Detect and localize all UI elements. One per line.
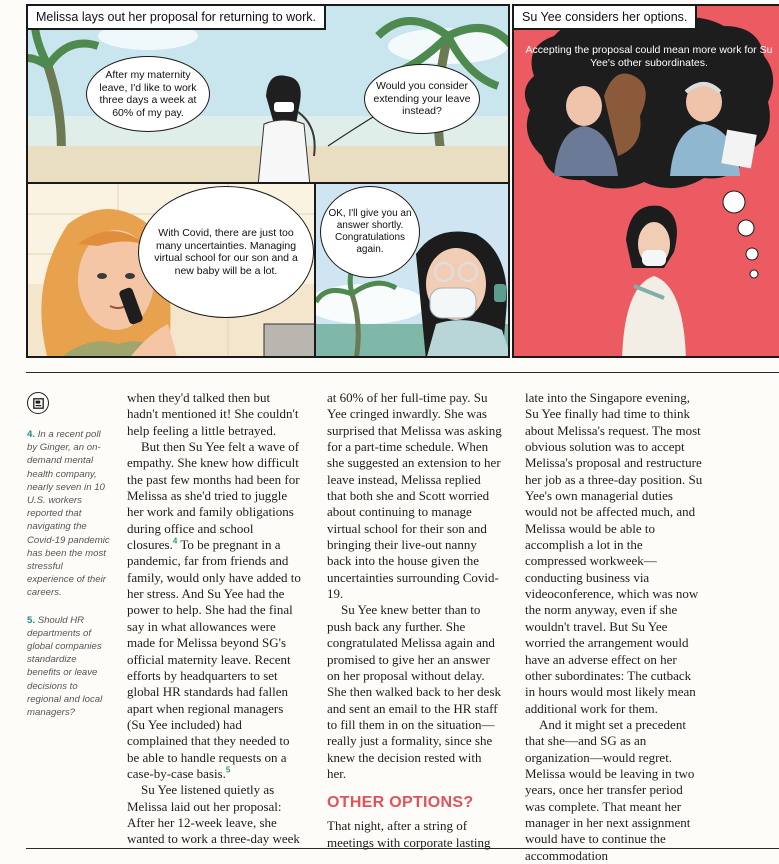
col1-paragraph-1: when they'd talked then but hadn't mentioned it! She couldn't help feeling a little betrayed. xyxy=(127,390,299,438)
speech-bubble-suyee-extension: Would you consider extending your leave instead? xyxy=(364,64,480,134)
col2-paragraph-1: at 60% of her full-time pay. Su Yee cringed inwardly. She was surprised that Melissa was asking for a part-time schedule. When she suggested an extension to her leave instead, Melissa replied that both she and Scott worried about continuing to manage virtual school for their son and bringing their live-out nanny back into the house given the uncertainties surrounding Covid-19. xyxy=(327,390,502,602)
col3-paragraph-2: And it might set a precedent that she—and SG as an organization—would regret. Melissa would be leaving in two years, once her transfer period was complete. That meant her manager in her next assignment would have to continue the accommodation xyxy=(525,716,695,863)
speech-bubble-melissa-covid: With Covid, there are just too many uncertainties. Managing virtual school for our son and a new baby will be a lot. xyxy=(138,186,314,318)
panel-1-caption: Melissa lays out her proposal for returning to work. xyxy=(28,6,326,30)
col2-paragraph-3: That night, after a string of meetings with corporate lasting xyxy=(327,818,491,850)
article-column-2 xyxy=(327,390,503,851)
sidebar-notes xyxy=(27,392,111,719)
speech-bubble-melissa-proposal: After my maternity leave, I'd like to work three days a week at 60% of my pay. xyxy=(86,56,210,132)
comic-panel-4 xyxy=(512,4,779,358)
col1-paragraph-2: But then Su Yee felt a wave of empathy. She knew how difficult the past few months had been for Melissa as she'd tried to juggle her work and family obligations during office and school closures.$^4$ To be pregnant in a pandemic, far from friends and family, would only have added to her stress. And Su Yee had the power to help. She had the final say in what allowances were made for Melissa beyond SG's official maternity leave. Recent efforts by headquarters to set global HR standards had fallen apart when regional managers (Su Yee included) had complained that they needed to be able to handle requests on a case-by-case basis.$^5$ xyxy=(127,439,301,781)
comic-strip xyxy=(0,0,779,360)
footnote-4: 4. In a recent poll by Ginger, an on-demand mental health company, nearly seven in 10 U.S. workers reported that navigating the Covid-19 pandemic has been the most stressful experience of their careers. xyxy=(27,429,110,599)
notes-icon xyxy=(27,392,49,414)
col1-paragraph-3: Su Yee listened quietly as Melissa laid out her proposal: After her 12-week leave, she wanted to work a three-day week xyxy=(127,782,300,847)
section-heading: OTHER OPTIONS? xyxy=(327,794,474,812)
article-column-1 xyxy=(127,390,303,848)
footnote-marker-5[interactable]: 5 xyxy=(225,765,231,775)
thought-bubble-text: Accepting the proposal could mean more work for Su Yee's other subordinates. xyxy=(525,44,773,69)
comic-panel-2 xyxy=(26,182,316,358)
top-divider xyxy=(26,372,779,373)
panel-4-caption: Su Yee considers her options. xyxy=(514,6,697,30)
comic-panel-3 xyxy=(314,182,510,358)
comic-panel-1 xyxy=(26,4,510,184)
footnote-5: 5. Should HR departments of global companies standardize benefits or leave decisions to regional and local managers? xyxy=(27,614,103,719)
speech-bubble-suyee-answer: OK, I'll give you an answer shortly. Congratulations again. xyxy=(320,186,420,278)
article-column-3 xyxy=(525,390,703,864)
col3-paragraph-1: late into the Singapore evening, Su Yee finally had time to think about Melissa's request. The most obvious solution was to accept Melissa's proposal and restructure her job as a three-day position. Su Yee's own managerial duties would not be affected much, and Melissa would be able to accomplish a lot in the compressed workweek—conducting business via videoconference, which was now the norm anyway, even if she wouldn't travel. But Su Yee worried the arrangement would have an adverse effect on her other subordinates: The cutback in hours would most likely mean additional work for them. xyxy=(525,390,703,716)
footnote-marker-4[interactable]: 4 xyxy=(172,536,178,546)
col2-paragraph-2: Su Yee knew better than to push back any further. She congratulated Melissa again and promised to give her an answer on her proposal without delay. She then walked back to her desk and sent an email to the HR staff to fill them in on the situation—really just a formality, since she knew the decision rested with her. xyxy=(327,602,502,781)
